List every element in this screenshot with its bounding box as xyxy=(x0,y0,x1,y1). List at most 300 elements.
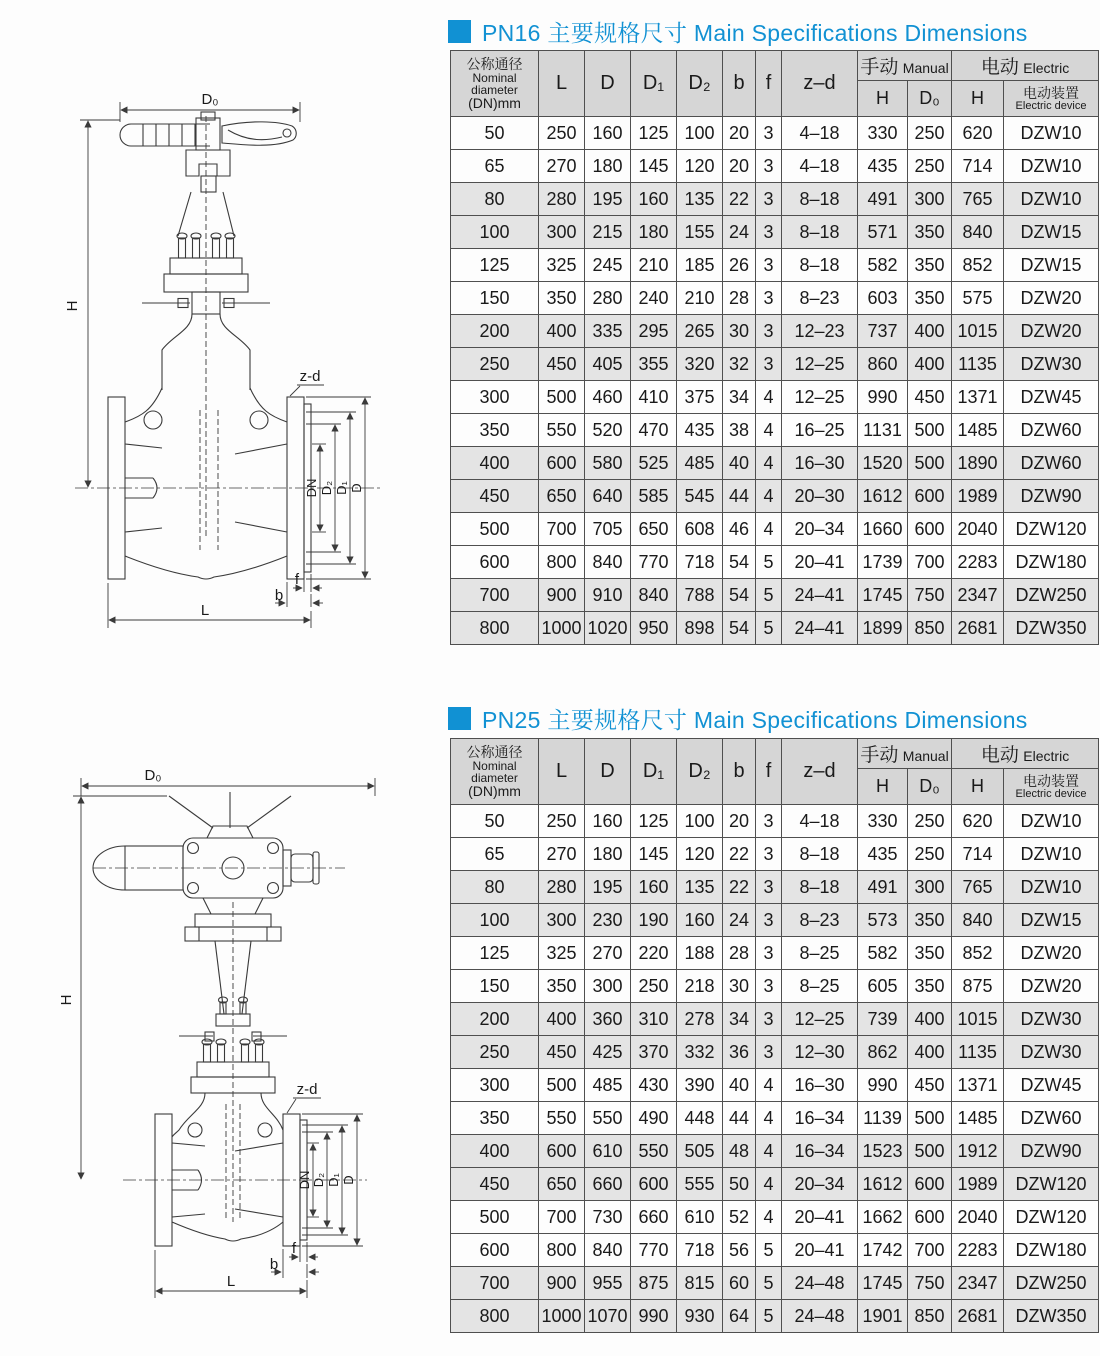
value-cell: 600 xyxy=(908,1168,952,1201)
col-D2: D₂ xyxy=(677,51,723,117)
h-dimension xyxy=(73,796,167,1179)
d-label: D xyxy=(349,483,364,493)
table-row xyxy=(451,871,1099,904)
value-cell: 525 xyxy=(631,447,677,480)
value-cell: 160 xyxy=(631,183,677,216)
value-cell: 310 xyxy=(631,1003,677,1036)
value-cell: 730 xyxy=(585,1201,631,1234)
value-cell: 765 xyxy=(952,871,1004,904)
value-cell: 600 xyxy=(908,513,952,546)
value-cell: DZW30 xyxy=(1004,1003,1099,1036)
value-cell: 500 xyxy=(908,447,952,480)
value-cell: 24 xyxy=(723,216,756,249)
value-cell: 185 xyxy=(677,249,723,282)
value-cell: 4 xyxy=(756,1168,782,1201)
value-cell: 20 xyxy=(723,150,756,183)
value-cell: 470 xyxy=(631,414,677,447)
zd-callout xyxy=(290,385,324,396)
value-cell: 450 xyxy=(539,348,585,381)
table-row xyxy=(451,1234,1099,1267)
value-cell: 1901 xyxy=(858,1300,908,1333)
value-cell: 3 xyxy=(756,904,782,937)
table-row xyxy=(451,348,1099,381)
value-cell: 3 xyxy=(756,970,782,1003)
value-cell: 3 xyxy=(756,117,782,150)
value-cell: 24–48 xyxy=(782,1300,858,1333)
value-cell: 120 xyxy=(677,150,723,183)
value-cell: 250 xyxy=(908,150,952,183)
value-cell: DZW60 xyxy=(1004,414,1099,447)
value-cell: 650 xyxy=(631,513,677,546)
value-cell: 500 xyxy=(539,381,585,414)
value-cell: 46 xyxy=(723,513,756,546)
table-row xyxy=(451,381,1099,414)
value-cell: 250 xyxy=(908,838,952,871)
value-cell: 40 xyxy=(723,447,756,480)
value-cell: 450 xyxy=(908,1069,952,1102)
value-cell: 270 xyxy=(585,937,631,970)
value-cell: 770 xyxy=(631,1234,677,1267)
value-cell: 750 xyxy=(908,579,952,612)
value-cell: 16–30 xyxy=(782,1069,858,1102)
dn-label: DN xyxy=(304,478,319,498)
value-cell: 500 xyxy=(908,1102,952,1135)
dn-cell: 350 xyxy=(451,1102,539,1135)
valve-body xyxy=(108,388,311,579)
value-cell: 20–30 xyxy=(782,480,858,513)
value-cell: 30 xyxy=(723,970,756,1003)
table-row xyxy=(451,480,1099,513)
pn25-section-title xyxy=(448,702,1028,735)
table-row xyxy=(451,150,1099,183)
dn-cell: 125 xyxy=(451,937,539,970)
value-cell: 400 xyxy=(908,348,952,381)
value-cell: 350 xyxy=(908,216,952,249)
value-cell: 16–34 xyxy=(782,1135,858,1168)
value-cell: 4–18 xyxy=(782,805,858,838)
value-cell: 8–23 xyxy=(782,904,858,937)
dn-cell: 600 xyxy=(451,546,539,579)
value-cell: 355 xyxy=(631,348,677,381)
value-cell: 1612 xyxy=(858,480,908,513)
value-cell: 737 xyxy=(858,315,908,348)
electric-gate-valve-drawing xyxy=(45,752,445,1352)
table-row xyxy=(451,1267,1099,1300)
value-cell: 16–25 xyxy=(782,414,858,447)
table-row xyxy=(451,970,1099,1003)
value-cell: 24–41 xyxy=(782,612,858,645)
value-cell: 582 xyxy=(858,249,908,282)
table-row xyxy=(451,216,1099,249)
value-cell: 650 xyxy=(539,1168,585,1201)
value-cell: 1135 xyxy=(952,348,1004,381)
value-cell: 4–18 xyxy=(782,117,858,150)
dn-label: DN xyxy=(297,1170,312,1190)
value-cell: 1371 xyxy=(952,381,1004,414)
value-cell: DZW90 xyxy=(1004,1135,1099,1168)
value-cell: 700 xyxy=(539,513,585,546)
value-cell: 22 xyxy=(723,183,756,216)
value-cell: 125 xyxy=(631,117,677,150)
value-cell: 350 xyxy=(908,970,952,1003)
dn-cell: 150 xyxy=(451,282,539,315)
value-cell: 350 xyxy=(908,249,952,282)
value-cell: 56 xyxy=(723,1234,756,1267)
value-cell: 210 xyxy=(677,282,723,315)
value-cell: 582 xyxy=(858,937,908,970)
value-cell: 370 xyxy=(631,1036,677,1069)
value-cell: 1485 xyxy=(952,414,1004,447)
value-cell: 1890 xyxy=(952,447,1004,480)
dn-cell: 600 xyxy=(451,1234,539,1267)
col-manual-H: H xyxy=(858,81,908,117)
value-cell: 485 xyxy=(585,1069,631,1102)
value-cell: 660 xyxy=(585,1168,631,1201)
value-cell: 4 xyxy=(756,1201,782,1234)
col-zd: z–d xyxy=(782,51,858,117)
pn25-table-body xyxy=(451,805,1099,1333)
col-D1: D₁ xyxy=(631,739,677,805)
value-cell: 3 xyxy=(756,315,782,348)
value-cell: 800 xyxy=(539,1234,585,1267)
value-cell: 700 xyxy=(539,1201,585,1234)
value-cell: 460 xyxy=(585,381,631,414)
f-label: f xyxy=(291,1240,297,1257)
value-cell: 555 xyxy=(677,1168,723,1201)
value-cell: 3 xyxy=(756,216,782,249)
value-cell: 500 xyxy=(908,1135,952,1168)
value-cell: 491 xyxy=(858,871,908,904)
value-cell: 5 xyxy=(756,1300,782,1333)
table-row xyxy=(451,612,1099,645)
d1-label: D₁ xyxy=(334,481,349,495)
dn-cell: 125 xyxy=(451,249,539,282)
value-cell: 620 xyxy=(952,805,1004,838)
table-row xyxy=(451,282,1099,315)
value-cell: 550 xyxy=(539,1102,585,1135)
value-cell: 930 xyxy=(677,1300,723,1333)
col-zd: z–d xyxy=(782,739,858,805)
value-cell: DZW350 xyxy=(1004,612,1099,645)
value-cell: 36 xyxy=(723,1036,756,1069)
pn16-spec-table xyxy=(450,50,1099,645)
col-manual-D0: D₀ xyxy=(908,769,952,805)
value-cell: 12–25 xyxy=(782,1003,858,1036)
value-cell: 450 xyxy=(539,1036,585,1069)
value-cell: 5 xyxy=(756,579,782,612)
value-cell: 4 xyxy=(756,381,782,414)
value-cell: 1020 xyxy=(585,612,631,645)
f-label: f xyxy=(294,571,300,588)
h-label: H xyxy=(58,994,75,1006)
value-cell: 430 xyxy=(631,1069,677,1102)
value-cell: 1745 xyxy=(858,1267,908,1300)
dn-cell: 150 xyxy=(451,970,539,1003)
value-cell: 220 xyxy=(631,937,677,970)
col-b: b xyxy=(723,739,756,805)
dn-cell: 800 xyxy=(451,612,539,645)
value-cell: 12–30 xyxy=(782,1036,858,1069)
value-cell: DZW20 xyxy=(1004,970,1099,1003)
value-cell: 40 xyxy=(723,1069,756,1102)
dn-cell: 400 xyxy=(451,447,539,480)
col-nominal-diameter: 公称通径 Nominal diameter (DN)mm xyxy=(451,739,539,805)
d2-label: D₂ xyxy=(311,1172,326,1188)
value-cell: 28 xyxy=(723,282,756,315)
value-cell: 400 xyxy=(908,1036,952,1069)
value-cell: 4 xyxy=(756,1102,782,1135)
value-cell: 640 xyxy=(585,480,631,513)
value-cell: 2283 xyxy=(952,1234,1004,1267)
value-cell: 325 xyxy=(539,937,585,970)
zd-label: z-d xyxy=(296,1081,318,1098)
value-cell: 608 xyxy=(677,513,723,546)
value-cell: DZW15 xyxy=(1004,216,1099,249)
value-cell: 52 xyxy=(723,1201,756,1234)
value-cell: DZW10 xyxy=(1004,805,1099,838)
value-cell: 862 xyxy=(858,1036,908,1069)
table-row xyxy=(451,904,1099,937)
value-cell: 5 xyxy=(756,1267,782,1300)
value-cell: 3 xyxy=(756,282,782,315)
page-title: PN16 主要规格尺寸 Main Specifications Dimensions xyxy=(482,20,1028,46)
value-cell: DZW30 xyxy=(1004,348,1099,381)
value-cell: DZW250 xyxy=(1004,1267,1099,1300)
table-row xyxy=(451,579,1099,612)
table-row xyxy=(451,1003,1099,1036)
value-cell: 550 xyxy=(585,1102,631,1135)
value-cell: DZW20 xyxy=(1004,937,1099,970)
value-cell: 8–18 xyxy=(782,183,858,216)
value-cell: 332 xyxy=(677,1036,723,1069)
value-cell: DZW10 xyxy=(1004,871,1099,904)
b-label: b xyxy=(274,587,284,604)
dn-cell: 250 xyxy=(451,348,539,381)
value-cell: 38 xyxy=(723,414,756,447)
value-cell: 325 xyxy=(539,249,585,282)
value-cell: 450 xyxy=(908,381,952,414)
value-cell: DZW30 xyxy=(1004,1036,1099,1069)
value-cell: 12–25 xyxy=(782,348,858,381)
value-cell: 245 xyxy=(585,249,631,282)
value-cell: 180 xyxy=(585,838,631,871)
value-cell: 2681 xyxy=(952,1300,1004,1333)
value-cell: 215 xyxy=(585,216,631,249)
value-cell: DZW15 xyxy=(1004,249,1099,282)
value-cell: 34 xyxy=(723,1003,756,1036)
value-cell: 350 xyxy=(908,937,952,970)
col-D: D xyxy=(585,51,631,117)
value-cell: 500 xyxy=(539,1069,585,1102)
value-cell: 135 xyxy=(677,183,723,216)
value-cell: 44 xyxy=(723,1102,756,1135)
value-cell: DZW45 xyxy=(1004,381,1099,414)
value-cell: 60 xyxy=(723,1267,756,1300)
value-cell: 714 xyxy=(952,150,1004,183)
value-cell: 120 xyxy=(677,838,723,871)
value-cell: 990 xyxy=(858,381,908,414)
value-cell: 155 xyxy=(677,216,723,249)
value-cell: 8–18 xyxy=(782,216,858,249)
value-cell: 1070 xyxy=(585,1300,631,1333)
value-cell: 600 xyxy=(539,1135,585,1168)
value-cell: 950 xyxy=(631,612,677,645)
value-cell: DZW120 xyxy=(1004,513,1099,546)
value-cell: 188 xyxy=(677,937,723,970)
value-cell: DZW120 xyxy=(1004,1201,1099,1234)
value-cell: 190 xyxy=(631,904,677,937)
value-cell: 250 xyxy=(539,117,585,150)
value-cell: 145 xyxy=(631,150,677,183)
value-cell: 320 xyxy=(677,348,723,381)
value-cell: 210 xyxy=(631,249,677,282)
value-cell: 400 xyxy=(908,315,952,348)
col-D: D xyxy=(585,739,631,805)
value-cell: 20–41 xyxy=(782,1234,858,1267)
table-row xyxy=(451,1036,1099,1069)
value-cell: 12–23 xyxy=(782,315,858,348)
col-group-manual: 手动 Manual xyxy=(858,739,952,769)
value-cell: 3 xyxy=(756,348,782,381)
value-cell: 16–34 xyxy=(782,1102,858,1135)
value-cell: 4 xyxy=(756,1069,782,1102)
value-cell: 3 xyxy=(756,1036,782,1069)
value-cell: 550 xyxy=(631,1135,677,1168)
table-row xyxy=(451,805,1099,838)
table-row xyxy=(451,1069,1099,1102)
value-cell: 4 xyxy=(756,414,782,447)
value-cell: 1745 xyxy=(858,579,908,612)
value-cell: 300 xyxy=(539,216,585,249)
value-cell: 125 xyxy=(631,805,677,838)
value-cell: 12–25 xyxy=(782,381,858,414)
value-cell: 800 xyxy=(539,546,585,579)
col-group-electric: 电动 Electric xyxy=(952,739,1099,769)
value-cell: 1739 xyxy=(858,546,908,579)
value-cell: 8–18 xyxy=(782,838,858,871)
value-cell: 600 xyxy=(539,447,585,480)
value-cell: 270 xyxy=(539,838,585,871)
value-cell: 20–34 xyxy=(782,1168,858,1201)
value-cell: 573 xyxy=(858,904,908,937)
value-cell: 250 xyxy=(539,805,585,838)
value-cell: 330 xyxy=(858,117,908,150)
dn-cell: 65 xyxy=(451,838,539,871)
table-row xyxy=(451,1135,1099,1168)
value-cell: 195 xyxy=(585,871,631,904)
value-cell: 1660 xyxy=(858,513,908,546)
value-cell: 900 xyxy=(539,579,585,612)
value-cell: 1371 xyxy=(952,1069,1004,1102)
col-electric-device: 电动装置 Electric device xyxy=(1004,769,1099,805)
col-manual-D0: D₀ xyxy=(908,81,952,117)
value-cell: 1015 xyxy=(952,1003,1004,1036)
value-cell: 350 xyxy=(539,282,585,315)
value-cell: 435 xyxy=(858,150,908,183)
value-cell: 8–18 xyxy=(782,871,858,904)
value-cell: 1742 xyxy=(858,1234,908,1267)
dn-cell: 200 xyxy=(451,315,539,348)
col-L: L xyxy=(539,739,585,805)
value-cell: 26 xyxy=(723,249,756,282)
value-cell: 788 xyxy=(677,579,723,612)
value-cell: DZW120 xyxy=(1004,1168,1099,1201)
value-cell: 575 xyxy=(952,282,1004,315)
d-label: D xyxy=(341,1175,356,1185)
dn-cell: 200 xyxy=(451,1003,539,1036)
value-cell: 485 xyxy=(677,447,723,480)
table-row xyxy=(451,1168,1099,1201)
value-cell: 8–25 xyxy=(782,970,858,1003)
value-cell: 1000 xyxy=(539,1300,585,1333)
value-cell: 545 xyxy=(677,480,723,513)
value-cell: 5 xyxy=(756,546,782,579)
value-cell: 270 xyxy=(539,150,585,183)
value-cell: 4 xyxy=(756,480,782,513)
value-cell: 900 xyxy=(539,1267,585,1300)
col-b: b xyxy=(723,51,756,117)
dn-cell: 250 xyxy=(451,1036,539,1069)
value-cell: DZW10 xyxy=(1004,183,1099,216)
table-row xyxy=(451,414,1099,447)
value-cell: 815 xyxy=(677,1267,723,1300)
col-L: L xyxy=(539,51,585,117)
value-cell: 330 xyxy=(858,805,908,838)
value-cell: 600 xyxy=(908,480,952,513)
value-cell: 4–18 xyxy=(782,150,858,183)
value-cell: 160 xyxy=(677,904,723,937)
value-cell: DZW15 xyxy=(1004,904,1099,937)
value-cell: 425 xyxy=(585,1036,631,1069)
dn-cell: 80 xyxy=(451,871,539,904)
value-cell: 1662 xyxy=(858,1201,908,1234)
value-cell: 1520 xyxy=(858,447,908,480)
table-row xyxy=(451,546,1099,579)
value-cell: 48 xyxy=(723,1135,756,1168)
table-row xyxy=(451,117,1099,150)
value-cell: 500 xyxy=(908,414,952,447)
value-cell: 550 xyxy=(539,414,585,447)
value-cell: 54 xyxy=(723,579,756,612)
b-label: b xyxy=(269,1256,279,1273)
value-cell: 8–25 xyxy=(782,937,858,970)
value-cell: 195 xyxy=(585,183,631,216)
col-D2: D₂ xyxy=(677,739,723,805)
value-cell: 3 xyxy=(756,871,782,904)
value-cell: 218 xyxy=(677,970,723,1003)
value-cell: 2347 xyxy=(952,1267,1004,1300)
table-row xyxy=(451,249,1099,282)
handwheel xyxy=(120,112,296,192)
value-cell: 160 xyxy=(585,805,631,838)
value-cell: 20–41 xyxy=(782,546,858,579)
value-cell: 490 xyxy=(631,1102,677,1135)
value-cell: 360 xyxy=(585,1003,631,1036)
value-cell: 20–34 xyxy=(782,513,858,546)
value-cell: 840 xyxy=(952,216,1004,249)
zd-label: z-d xyxy=(299,368,321,385)
value-cell: 3 xyxy=(756,937,782,970)
value-cell: 350 xyxy=(908,282,952,315)
dn-cell: 300 xyxy=(451,1069,539,1102)
value-cell: 3 xyxy=(756,249,782,282)
dn-cell: 100 xyxy=(451,904,539,937)
value-cell: 8–23 xyxy=(782,282,858,315)
value-cell: 30 xyxy=(723,315,756,348)
value-cell: 405 xyxy=(585,348,631,381)
value-cell: 850 xyxy=(908,1300,952,1333)
value-cell: 840 xyxy=(585,1234,631,1267)
